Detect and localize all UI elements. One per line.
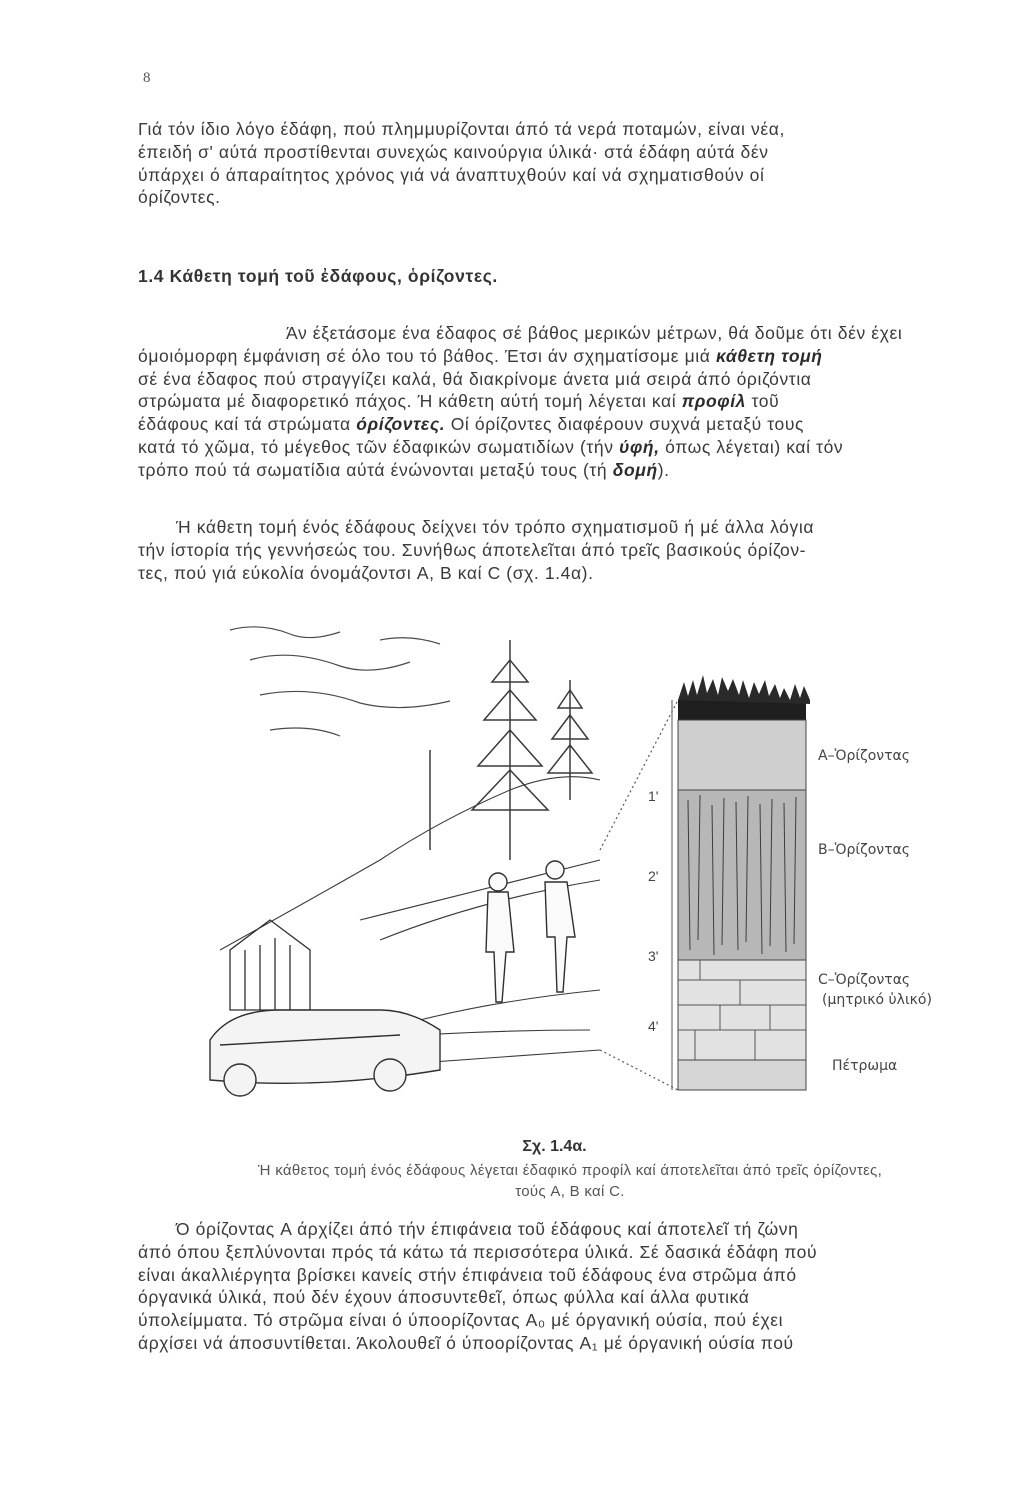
grass-surface [678, 675, 810, 704]
text-line: Ή κάθετη τομή ένός έδάφους δείχνει τόν τρόπο σχηματισμοῦ ή μέ άλλα λόγια [176, 517, 815, 537]
term-texture: ύφή, [619, 436, 660, 457]
b-horizon-band [678, 790, 806, 960]
text-line: έπειδή σ' αύτά προστίθενται συνεχώς καινούργια ύλικά· στά έδάφη αύτά δέν [138, 141, 769, 162]
barn [230, 920, 310, 1010]
text-line: όργανικά ύλικά, πού δέν έχουν άποσυντεθεῖ, όπως φύλλα καί άλλα φυτικά [138, 1287, 750, 1308]
text-line [138, 345, 980, 368]
a-horizon-label: Α–Ὁρίζοντας [818, 748, 910, 764]
soil-profile-figure [200, 620, 980, 1150]
pine-trees [430, 640, 592, 860]
text-line: σέ ένα έδαφος πού στραγγίζει καλά, θά διακρίνομε άνετα μιά σειρά άπό όριζόντια [138, 368, 812, 389]
text-line [138, 390, 980, 413]
caption-line: τούς A, B καί C. [515, 1183, 625, 1200]
depth-label-3: 3' [648, 948, 659, 964]
figure-caption-title: Σχ. 1.4α. [522, 1138, 587, 1155]
intro-paragraph [138, 118, 980, 209]
text-line: είναι άκαλλιέργητα βρίσκει κανείς στήν έπιφάνεια τοῦ έδάφους ένα στρῶμα άπό [138, 1264, 797, 1285]
people [486, 861, 575, 1002]
parent-material-label: (μητρικό ὑλικό) [822, 992, 932, 1008]
text-line: άρχίσει νά άποσυντίθεται. Άκολουθεῖ ό ύποορίζοντας A₁ μέ όργανική ούσία πού [138, 1332, 794, 1353]
b-horizon-label: Β–Ὁρίζοντας [818, 842, 910, 858]
text-line: όρίζοντες. [138, 187, 221, 208]
text-line: άπό όπου ξεπλύνονται πρός τά κάτω τά περισσότερα ύλικά. Σέ δασικά έδάφη πού [138, 1241, 818, 1262]
sky-clouds [230, 627, 450, 736]
body-paragraph-profile [138, 322, 980, 482]
depth-label-1: 1' [648, 788, 659, 804]
text-line: τες, πού γιά εύκολία όνομάζοντσι A, B καί C (σχ. 1.4α). [138, 562, 594, 583]
page-number: 8 [143, 70, 151, 86]
car [210, 1010, 440, 1096]
text-segment: στρώματα μέ διαφορετικό πάχος. Ή κάθετη αύτή τομή λέγεται καί [138, 391, 677, 412]
term-profile: προφίλ [681, 391, 746, 412]
text-line: ύπάρχει ό άπαραίτητος χρόνος γιά νά άναπτυχθούν καί νά σχηματισθούν οί [138, 164, 765, 185]
soil-column [678, 675, 810, 1090]
text-line [138, 413, 980, 436]
text-line [138, 459, 980, 482]
c-horizon-label: C–Ὁρίζοντας [818, 972, 911, 988]
term-vertical-section: κάθετη τομή [715, 345, 823, 366]
text-segment: ). [657, 459, 670, 480]
text-segment: τρόπο πού τά σωματίδια αύτά ένώνονται μεταξύ τους (τή [138, 459, 608, 480]
text-line: Ό όρίζοντας A άρχίζει άπό τήν έπιφάνεια τοῦ έδάφους καί άποτελεῖ τή ζώνη [176, 1219, 799, 1239]
caption-line: Ή κάθετος τομή ένός έδάφους λέγεται έδαφικό προφίλ καί άποτελεῖται άπό τρεῖς όρίζοντες, [257, 1162, 883, 1179]
term-structure: δομή [612, 459, 658, 480]
section-heading: 1.4 Κάθετη τομή τοῦ ἐδάφους, ὁρίζοντες. [138, 266, 498, 286]
text-segment: Οί όρίζοντες διαφέρουν συχνά μεταξύ τους [450, 414, 805, 435]
bedrock-label: Πέτρωμα [832, 1058, 898, 1074]
a-horizon-band [678, 720, 806, 790]
depth-label-4: 4' [648, 1018, 659, 1034]
text-segment: έδάφους καί τά στρώματα [138, 414, 351, 435]
text-segment: τοῦ [751, 391, 780, 412]
text-line: τήν ίστορία τής γεννήσεώς του. Συνήθως άποτελεῖται άπό τρεῖς βασικούς όρίζον- [138, 539, 807, 560]
text-line: Άν έξετάσομε ένα έδαφος σέ βάθος μερικών μέτρων, θά δοῦμε ότι δέν έχει [286, 323, 903, 343]
text-segment: όμοιόμορφη έμφάνιση σέ όλο του τό βάθος. Έτσι άν σχηματίσομε μιά [138, 345, 711, 366]
text-line [138, 436, 980, 459]
text-line: ύπολείμματα. Τό στρῶμα είναι ό ύποορίζοντας A₀ μέ όργανική ούσία, πού έχει [138, 1310, 784, 1331]
c-horizon-band [678, 960, 806, 1060]
zoom-guides [600, 700, 678, 1090]
figure-caption [170, 1160, 970, 1202]
bedrock-band [678, 1060, 806, 1090]
text-segment: όπως λέγεται) καί τόν [665, 436, 844, 457]
body-paragraph-a-horizon [138, 1218, 980, 1355]
body-paragraph-history [138, 516, 980, 584]
depth-label-2: 2' [648, 868, 659, 884]
text-segment: κατά τό χῶμα, τό μέγεθος τῶν έδαφικών σωματιδίων (τήν [138, 436, 614, 457]
term-horizons: όρίζοντες. [356, 414, 446, 435]
text-line: Γιά τόν ίδιο λόγο έδάφη, πού πλημμυρίζονται άπό τά νερά ποταμών, είναι νέα, [138, 119, 785, 139]
